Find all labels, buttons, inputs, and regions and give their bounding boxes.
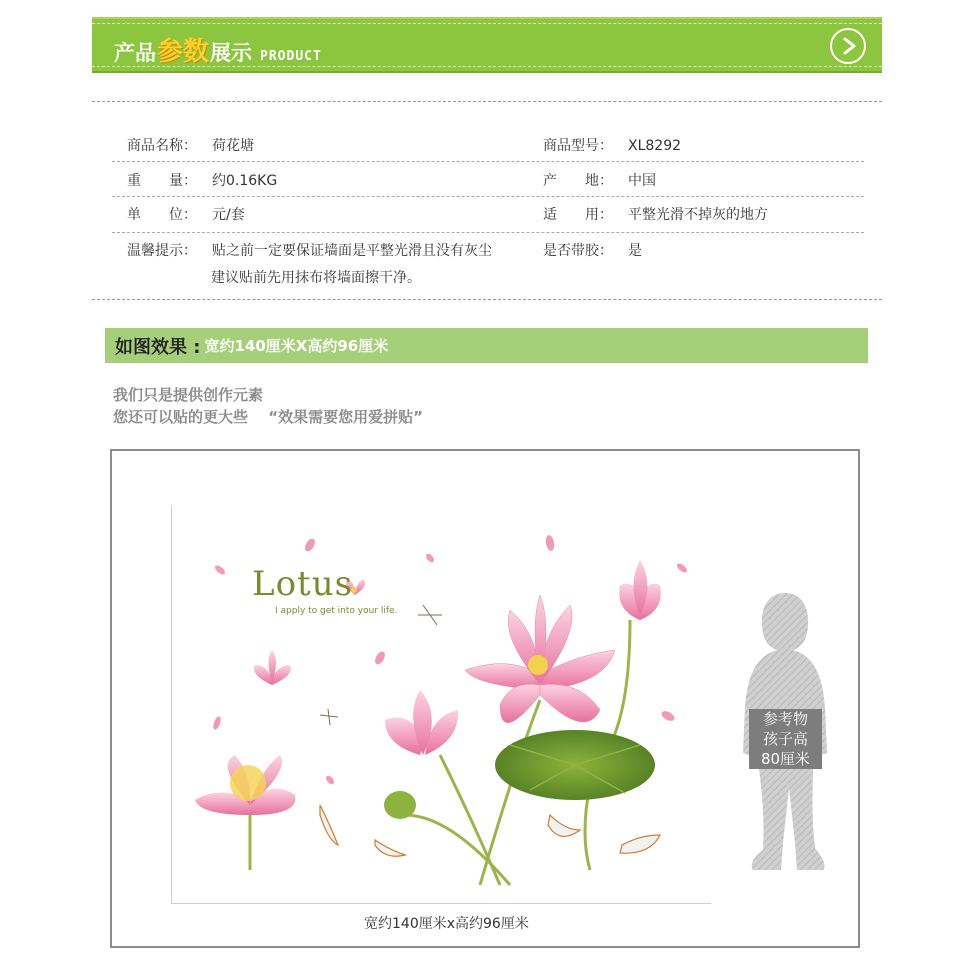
spec-label: 适 用： [543,207,613,223]
divider [92,299,882,300]
effect-size: 宽约140厘米X高约96厘米 [204,337,389,355]
spec-usage [543,204,768,224]
spec-value: 贴之前一定要保证墙面是平整光滑且没有灰尘 [212,243,492,259]
spec-name [127,135,254,155]
lotus-word: Lotus [252,564,354,604]
spec-label: 是否带胶： [543,243,613,259]
banner-title [114,31,322,67]
spec-origin [543,170,656,190]
spec-label: 单 位： [127,207,197,223]
effect-title: 如图效果 : [115,336,201,358]
spec-label: 商品型号： [543,138,613,154]
tagline-line-2: 您还可以贴的更大些 “效果需要您用爱拼贴” [113,408,423,426]
spec-value: 荷花塘 [212,138,254,154]
image-caption: 宽约140厘米x高约96厘米 [364,916,529,932]
spec-value: 平整光滑不掉灰的地方 [628,207,768,223]
spec-value: 是 [628,243,642,259]
spec-value: 元/套 [212,207,245,223]
banner-title-part-2: 展示 [210,41,253,65]
spec-tip [127,240,492,260]
spec-value: 中国 [628,173,656,189]
divider [112,196,864,197]
spec-value: 约0.16KG [212,173,278,189]
spec-weight [127,170,277,190]
divider [112,161,864,162]
spec-tip-line-2: 建议贴前先用抹布将墙面擦干净。 [211,270,421,286]
spec-label: 商品名称： [127,138,197,154]
banner-title-english: PRODUCT [260,49,322,64]
spec-model [543,135,681,155]
divider [112,232,864,233]
lotus-subtitle: I apply to get into your life. [275,606,398,616]
banner-title-highlight: 参数 [157,37,210,67]
child-label-line-2: 孩子高 [762,730,808,748]
effect-title-bar [105,328,868,363]
spec-value: XL8292 [628,138,682,154]
banner-title-part-1: 产品 [114,41,156,65]
spec-label: 温馨提示： [127,243,197,259]
chevron-right-circle-icon[interactable] [830,28,866,64]
header-banner [92,17,882,73]
spec-label: 重 量： [127,173,197,189]
spec-label: 产 地： [543,173,613,189]
spec-unit [127,204,245,224]
child-label-line-3: 80厘米 [760,750,811,768]
tagline-line-1: 我们只是提供创作元素 [113,386,264,404]
child-height-label [749,709,822,769]
spec-glue [543,240,642,260]
divider [92,101,882,102]
child-label-line-1: 参考物 [762,710,808,728]
